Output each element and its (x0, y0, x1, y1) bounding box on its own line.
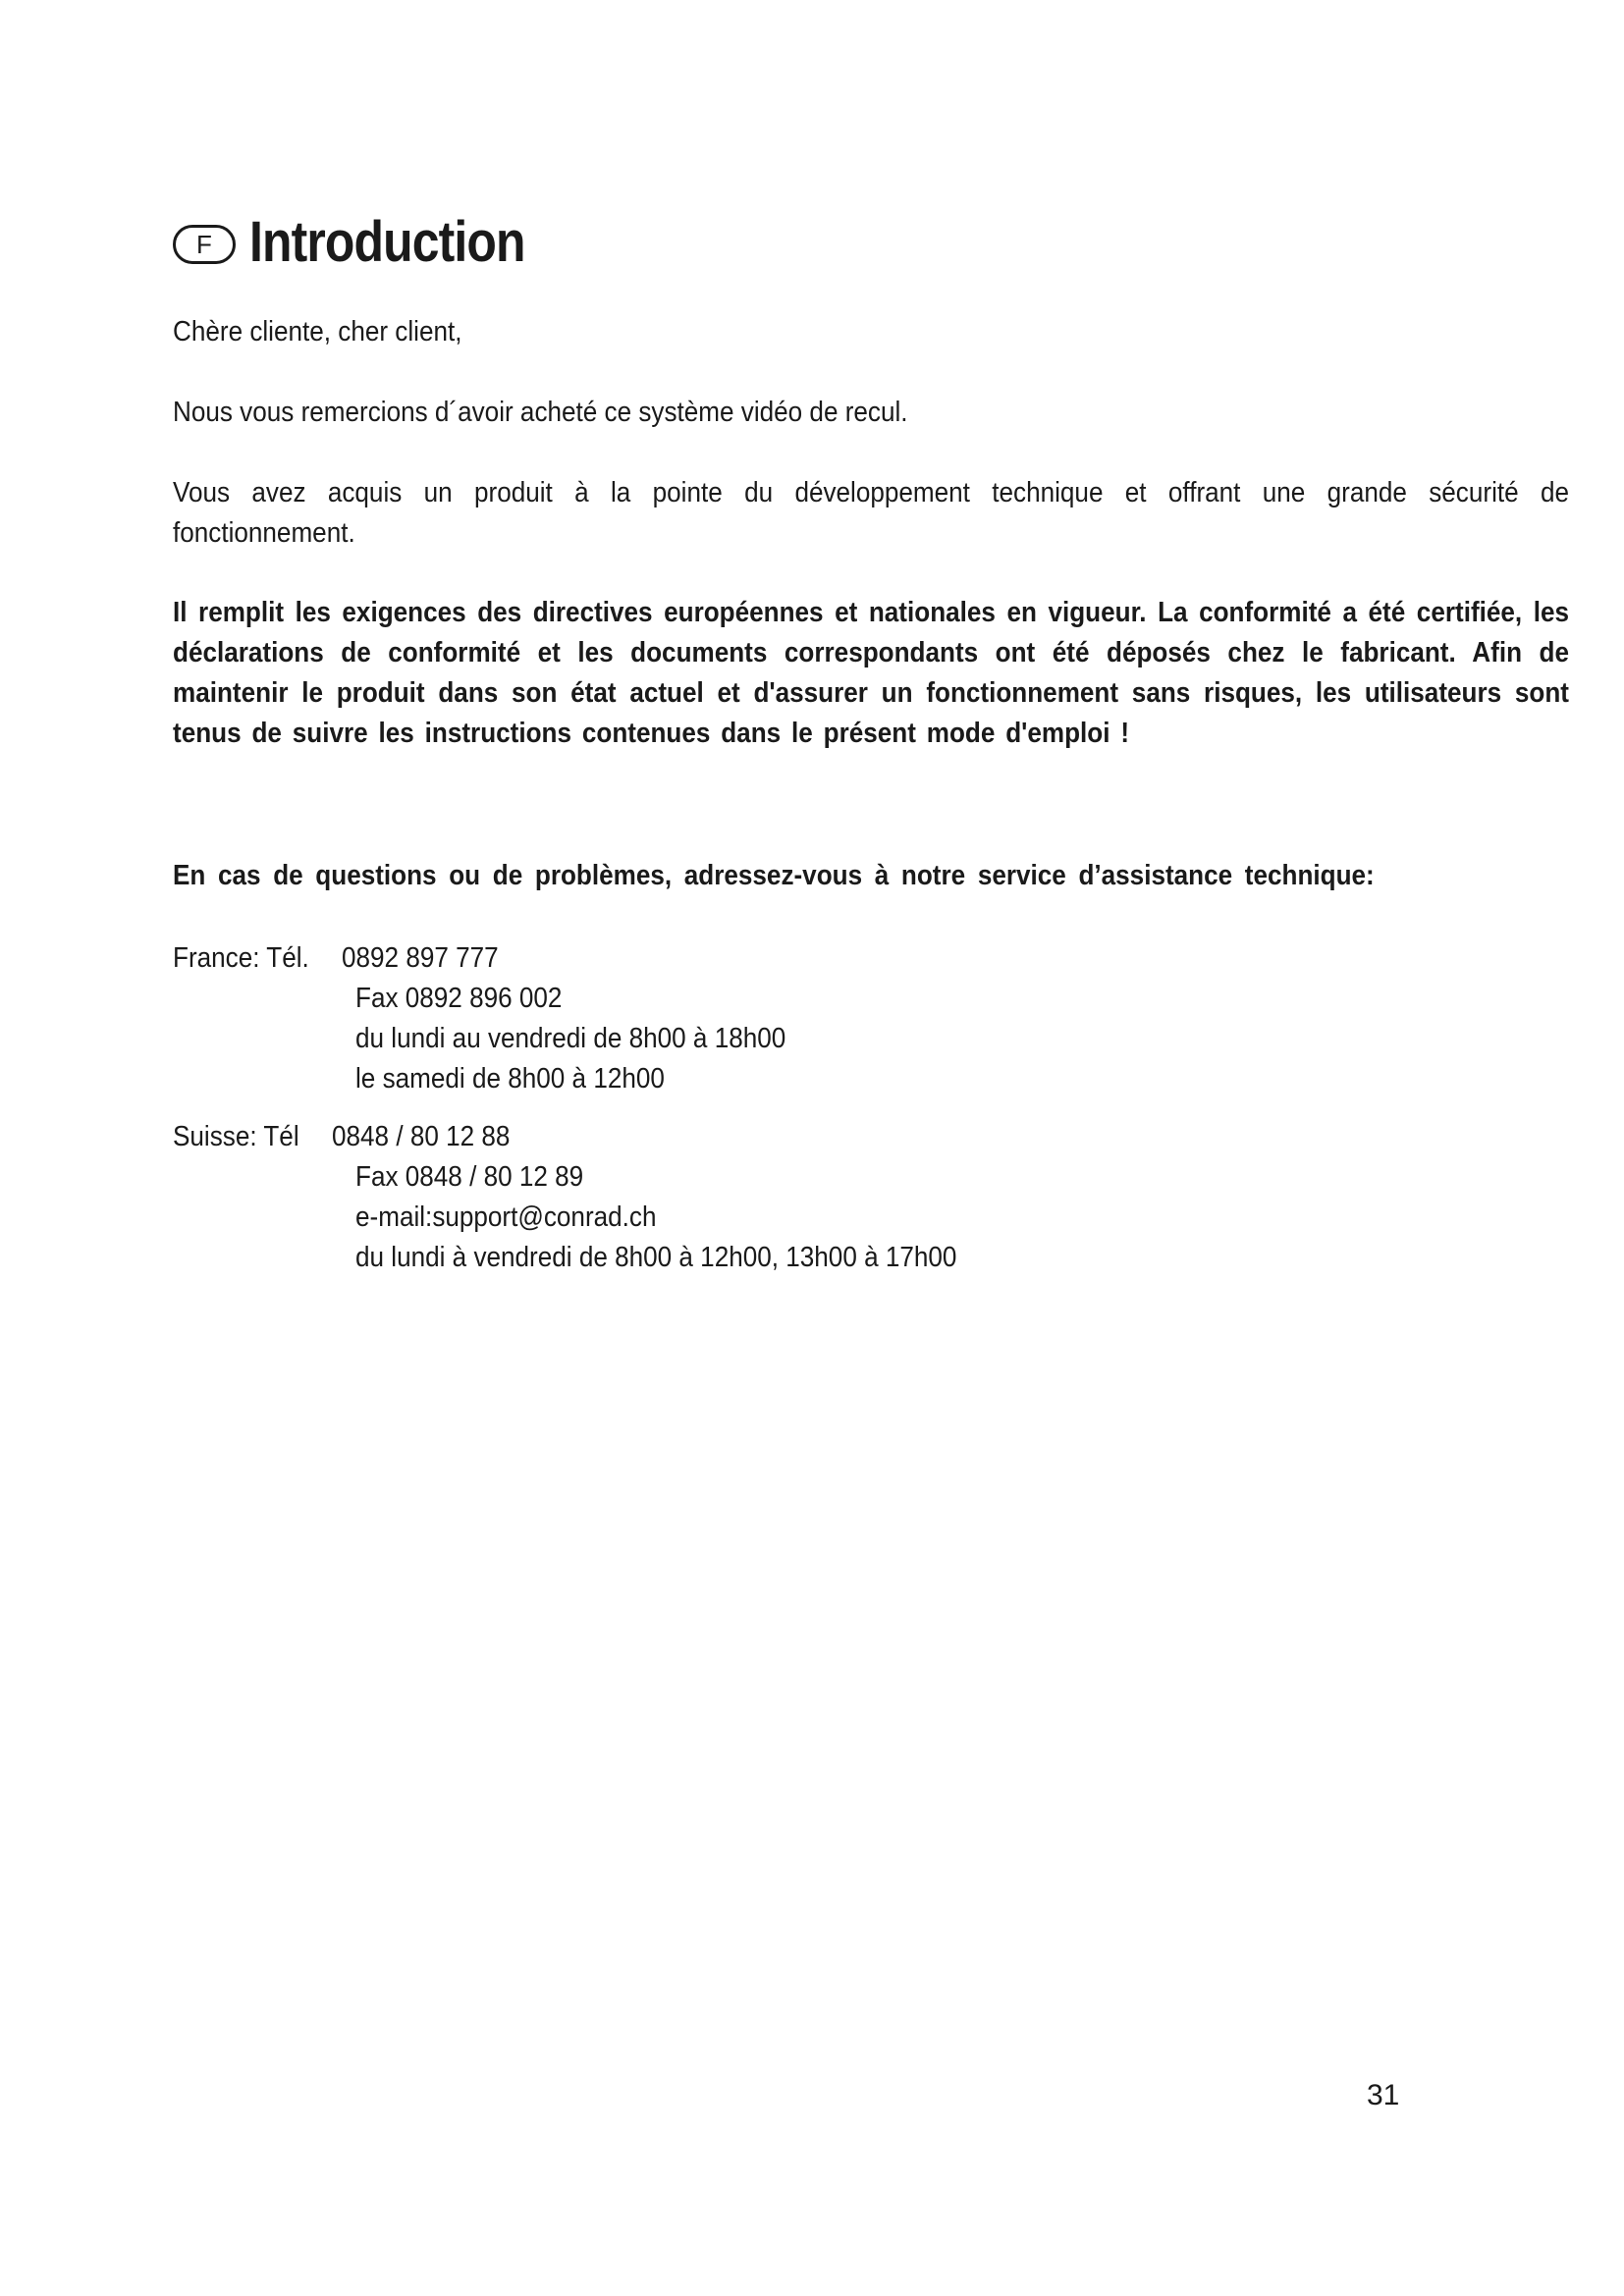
language-badge-icon: F (173, 225, 236, 264)
greeting-text: Chère cliente, cher client, (173, 316, 462, 347)
thanks-text: Nous vous remercions d´avoir acheté ce système vidéo de recul. (173, 397, 908, 428)
suisse-hours: du lundi à vendredi de 8h00 à 12h00, 13h00 à 17h00 (355, 1242, 957, 1273)
france-hours-saturday: le samedi de 8h00 à 12h00 (355, 1063, 665, 1095)
france-hours-weekdays: du lundi au vendredi de 8h00 à 18h00 (355, 1023, 786, 1054)
suisse-phone: 0848 / 80 12 88 (332, 1121, 511, 1152)
support-intro-text: En cas de questions ou de problèmes, adressez-vous à notre service d’assistance technique: (173, 860, 1375, 891)
france-fax: Fax 0892 896 002 (355, 983, 563, 1014)
suisse-contact-label: Suisse: Tél (173, 1121, 299, 1152)
suisse-fax: Fax 0848 / 80 12 89 (355, 1161, 584, 1193)
france-phone: 0892 897 777 (342, 942, 499, 974)
page-title: Introduction (249, 210, 525, 274)
section-heading (173, 210, 569, 274)
page-number: 31 (1367, 2079, 1400, 2111)
product-paragraph: Vous avez acquis un produit à la pointe du développement technique et offrant une grande sécurité de fonctionnement. (173, 477, 1569, 549)
compliance-paragraph: Il remplit les exigences des directives européennes et nationales en vigueur. La conformité a été certifiée, les déclarations de conformité et les documents correspondants ont été déposés chez le fabricant. Afin de maintenir le produit dans son état actuel et d'assurer un fonctionnement sans risques, les utilisateurs sont tenus de suivre les instructions contenues dans le présent mode d'emploi ! (173, 597, 1569, 749)
france-contact-label: France: Tél. (173, 942, 309, 974)
suisse-email: e-mail:support@conrad.ch (355, 1201, 657, 1233)
